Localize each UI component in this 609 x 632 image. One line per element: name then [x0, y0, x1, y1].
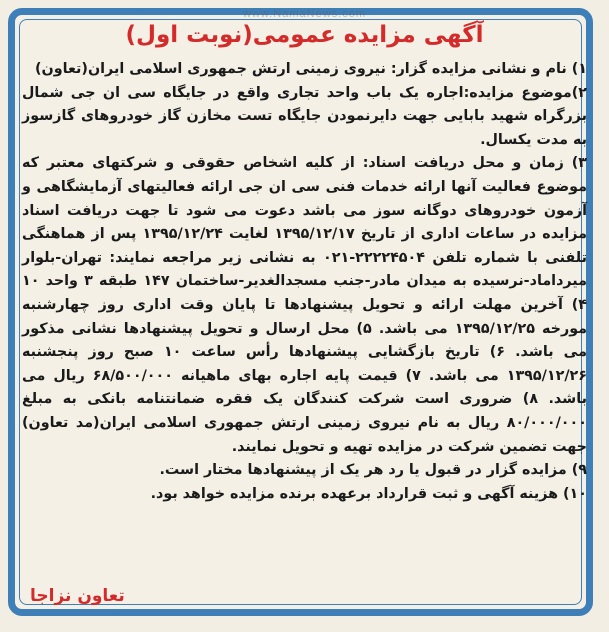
ad-title: آگهی مزایده عمومی(نوبت اول): [125, 22, 484, 48]
clause-10: ۱۰) هزینه آگهی و ثبت قرارداد برعهده برنده مزایده خواهد بود.: [150, 485, 587, 502]
clause-9: ۹) مزایده گزار در قبول یا رد هر یک از پیشنهادها مختار است.: [159, 462, 587, 479]
clause-2: ۲)موضوع مزایده:اجاره یک باب واحد تجاری واقع در جایگاه سی ان جی شمال بزرگراه شهید بابایی جهت دایرنمودن جایگاه تست مخازن گاز خودروهای گازسوز به مدت یکسال.: [22, 84, 587, 148]
signature-issuer: تعاون نزاجا: [30, 586, 125, 606]
watermark: www.NamaNews.com: [243, 8, 366, 20]
ad-body: [22, 58, 587, 506]
clause-1: ۱) نام و نشانی مزایده گزار: نیروی زمینی ارتش جمهوری اسلامی ایران(تعاون): [34, 61, 587, 77]
clauses-3-to-8: ۳) زمان و محل دریافت اسناد: از کلیه اشخاص حقوقی و شرکتهای معتبر که موضوع فعالیت آنها ارائه خدمات فنی سی ان جی ارائه فعالیتهای آزمایشگاهی و آزمون خودروهای دوگانه سوز می باشد دعوت می شود تا جهت دریافت اسناد مزایده در ساعات اداری از تاریخ ۱۳۹۵/۱۲/۱۷ لغایت ۱۳۹۵/۱۲/۲۴ پس از هماهنگی تلفنی با شماره تلفن ۲۲۲۲۴۵۰۴-۰۲۱ به نشانی زیر مراجعه نمایند: تهران-بلوار میرداماد-نرسیده به میدان مادر-جنب مسجدالغدیر-ساختمان ۱۴۷ طبقه ۳ واحد ۱۰ ۴) آخرین مهلت ارائه و تحویل پیشنهادها تا پایان وقت اداری روز چهارشنبه مورخه ۱۳۹۵/۱۲/۲۵ می باشد. ۵) محل ارسال و تحویل پیشنهادها نشانی مذکور می باشد. ۶) تاریخ بازگشایی پیشنهادها رأس ساعت ۱۰ صبح روز پنجشنبه ۱۳۹۵/۱۲/۲۶ می باشد. ۷) قیمت پایه اجاره بهای ماهیانه ۶۸/۵۰۰/۰۰۰ ریال می باشد. ۸) ضروری است شرکت کنندگان یک فقره ضمانتنامه بانکی به مبلغ ۸۰/۰۰۰/۰۰۰ ریال به نام نیروی زمینی ارتش جمهوری اسلامی ایران(مد تعاون) جهت تضمین شرکت در مزایده تهیه و تحویل نمایند.: [22, 155, 588, 455]
